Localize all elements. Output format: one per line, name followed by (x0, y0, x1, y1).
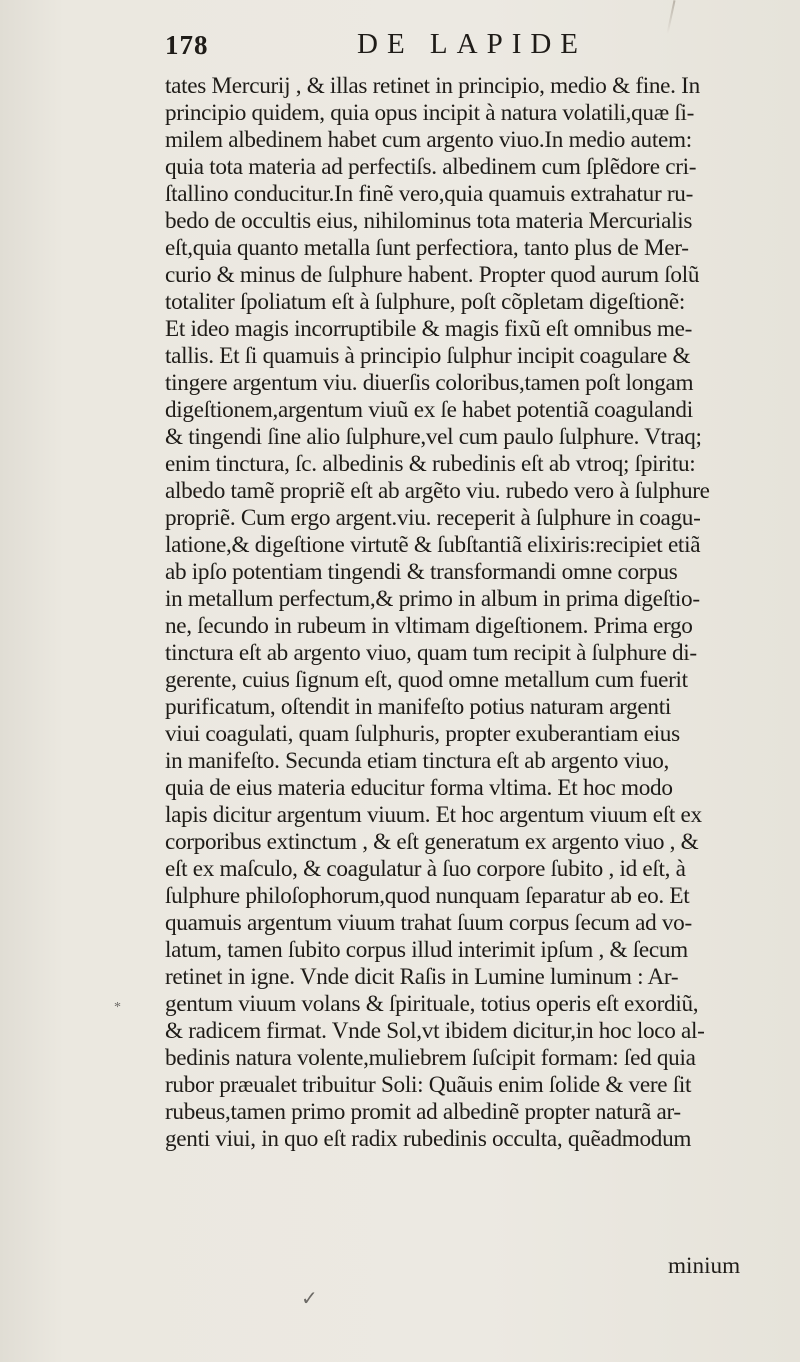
text-line: ab ipſo potentiam tingendi & transformandi omne corpus (165, 559, 678, 585)
text-line: lapis dicitur argentum viuum. Et hoc argentum viuum eſt ex (165, 802, 702, 828)
page-header (165, 26, 685, 66)
text-line: latum, tamen ſubito corpus illud interimit ipſum , & ſecum (165, 937, 688, 963)
text-line: ſulphure philoſophorum,quod nunquam ſeparatur ab eo. Et (165, 883, 690, 909)
text-line: quia tota materia ad perfectiſs. albedinem cum ſplẽdore cri- (165, 154, 697, 180)
text-line: gentum viuum volans & ſpirituale, totius operis eſt exordiũ, (165, 991, 699, 1017)
text-line: bedo de occultis eius, nihilominus tota materia Mercurialis (165, 208, 693, 234)
text-line: principio quidem, quia opus incipit à natura volatili,quæ ſi- (165, 100, 695, 126)
text-line: in metallum perfectum,& primo in album in prima digeſtio- (165, 586, 700, 612)
text-line: gerente, cuius ſignum eſt, quod omne metallum cum fuerit (165, 667, 688, 693)
text-line: purificatum, oſtendit in manifeſto potius naturam argenti (165, 694, 672, 720)
text-line: eſt,quia quanto metalla ſunt perfectiora, tanto plus de Mer- (165, 235, 689, 261)
text-line: & radicem firmat. Vnde Sol,vt ibidem dicitur,in hoc loco al- (165, 1018, 705, 1044)
text-line: Et ideo magis incorruptibile & magis fixũ eſt omnibus me- (165, 316, 693, 342)
text-line: retinet in igne. Vnde dicit Raſis in Lumine luminum : Ar- (165, 964, 679, 990)
running-title: DE LAPIDE (357, 28, 588, 60)
text-line: quamuis argentum viuum trahat ſuum corpus ſecum ad vo- (165, 910, 692, 936)
page-number: 178 (165, 30, 209, 60)
text-line: quia de eius materia educitur forma vltima. Et hoc modo (165, 775, 673, 801)
text-line: bedinis natura volente,muliebrem ſuſcipit formam: ſed quia (165, 1045, 696, 1071)
text-line: tinctura eſt ab argento viuo, quam tum recipit à ſulphure di- (165, 640, 697, 666)
text-line: ne, ſecundo in rubeum in vltimam digeſtionem. Prima ergo (165, 613, 693, 639)
text-line: albedo tamẽ propriẽ eſt ab argẽto viu. rubedo vero à ſulphure (165, 478, 710, 504)
text-line: ſtallino conducitur.In finẽ vero,quia quamuis extrahatur ru- (165, 181, 694, 207)
ink-check-mark: ✓ (301, 1288, 318, 1310)
text-line: tallis. Et ſi quamuis à principio ſulphur incipit coagulare & (165, 343, 691, 369)
text-line: tingere argentum viu. diuerſis coloribus,tamen poſt longam (165, 370, 694, 396)
margin-mark: * (114, 1000, 121, 1015)
text-line: rubeus,tamen primo promit ad albedinẽ propter naturã ar- (165, 1099, 681, 1125)
text-line: milem albedinem habet cum argento viuo.In medio autem: (165, 127, 692, 153)
catchword: minium (668, 1253, 741, 1279)
body-text (165, 73, 795, 1153)
text-line: totaliter ſpoliatum eſt à ſulphure, poſt cõpletam digeſtionẽ: (165, 289, 686, 315)
text-line: rubor præualet tribuitur Soli: Quãuis enim ſolide & vere ſit (165, 1072, 692, 1098)
text-line: latione,& digeſtione virtutẽ & ſubſtantiã elixiris:recipiet etiã (165, 532, 701, 558)
text-line: genti viui, in quo eſt radix rubedinis occulta, quẽadmodum (165, 1126, 692, 1152)
text-line: curio & minus de ſulphure habent. Propter quod aurum ſolũ (165, 262, 700, 288)
text-line: propriẽ. Cum ergo argent.viu. receperit à ſulphure in coagu- (165, 505, 701, 531)
text-line: corporibus extinctum , & eſt generatum ex argento viuo , & (165, 829, 699, 855)
text-line: viui coagulati, quam ſulphuris, propter exuberantiam eius (165, 721, 680, 747)
text-line: digeſtionem,argentum viuũ ex ſe habet potentiã coagulandi (165, 397, 693, 423)
text-line: enim tinctura, ſc. albedinis & rubedinis eſt ab vtroq; ſpiritu: (165, 451, 696, 477)
text-line: tates Mercurij , & illas retinet in principio, medio & fine. In (165, 73, 700, 99)
text-line: eſt ex maſculo, & coagulatur à ſuo corpore ſubito , id eſt, à (165, 856, 686, 882)
text-line: in manifeſto. Secunda etiam tinctura eſt ab argento viuo, (165, 748, 670, 774)
text-line: & tingendi ſine alio ſulphure,vel cum paulo ſulphure. Vtraq; (165, 424, 702, 450)
